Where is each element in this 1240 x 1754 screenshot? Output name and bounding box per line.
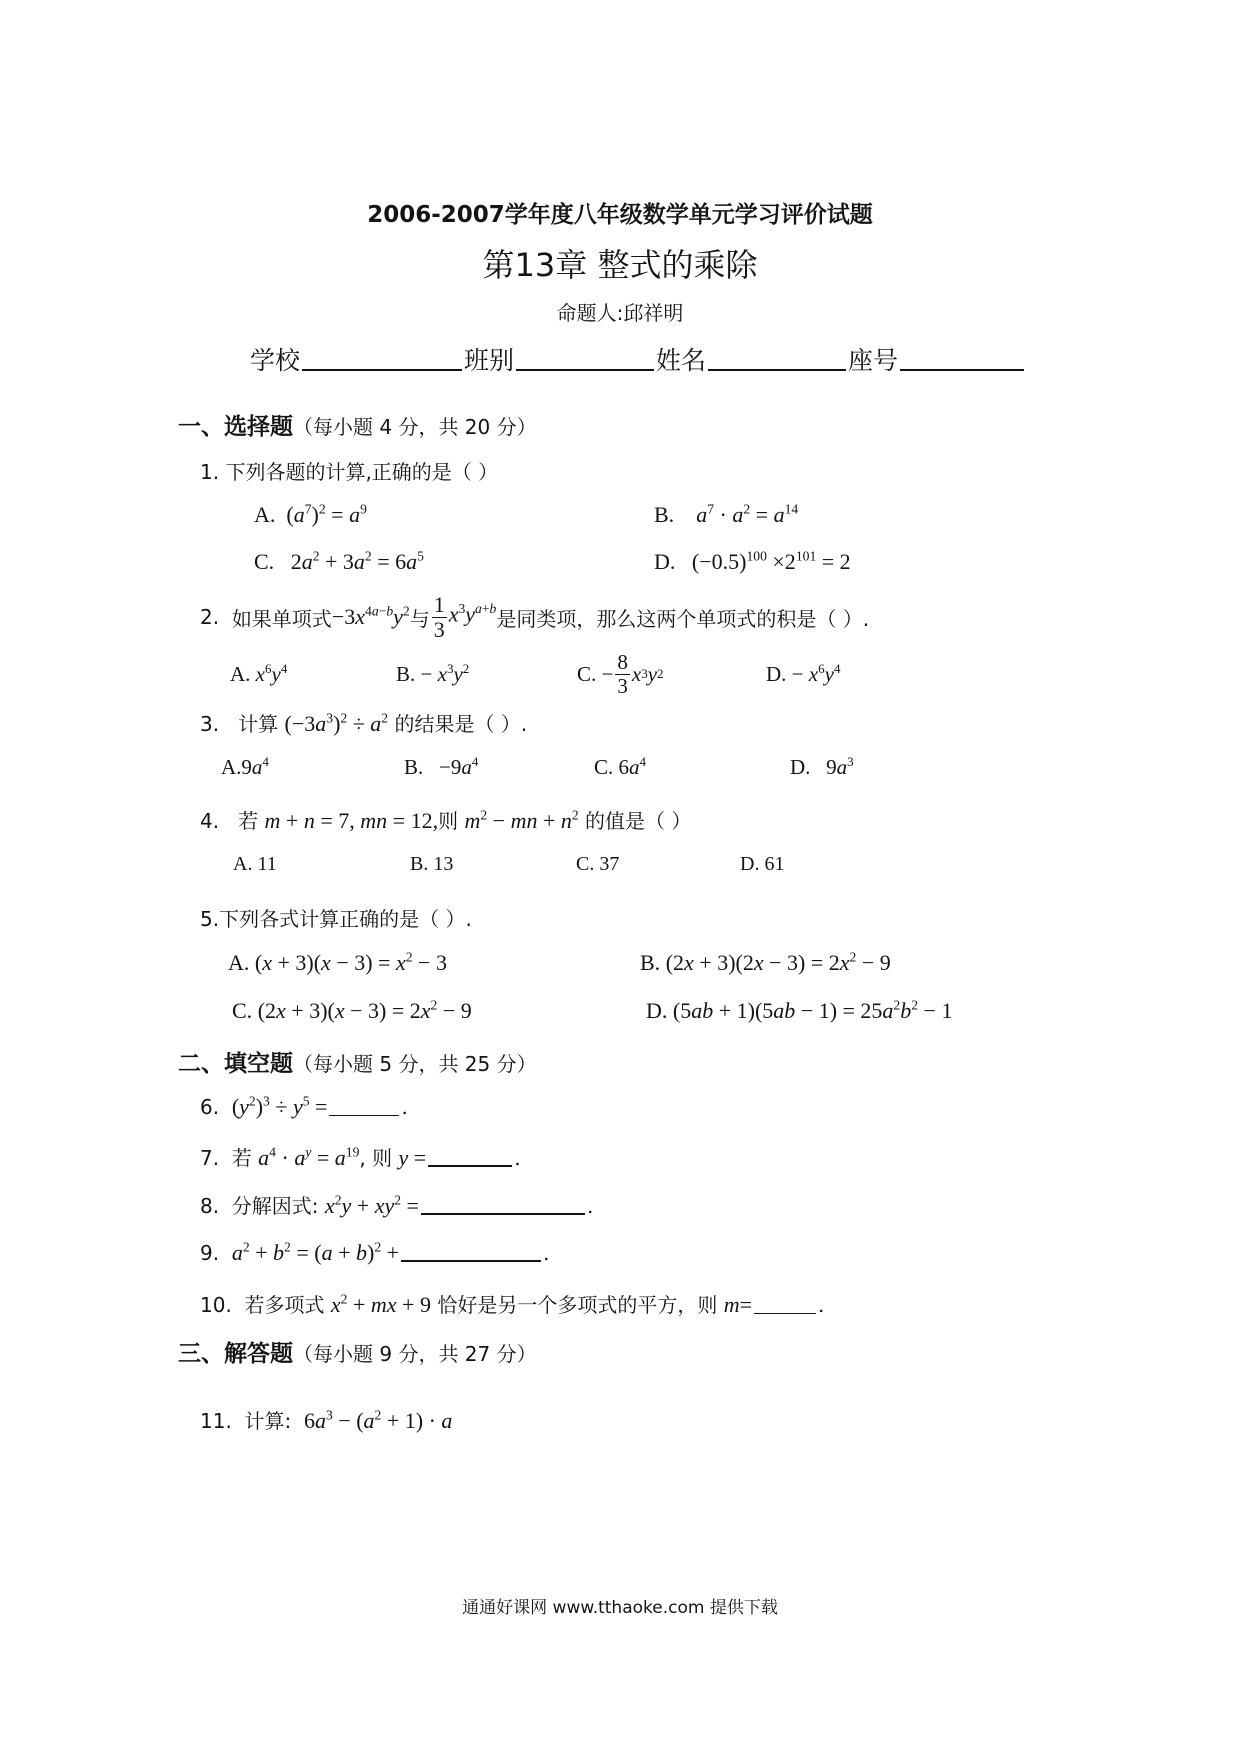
q9: 9. $a^2 + b^2 = (a + b)^2$ + . (200, 1239, 550, 1265)
q10-polynomial: $x^2$ + mx + 9 (330, 1291, 431, 1317)
q3-option-d: D. $9a^3$ (790, 753, 854, 779)
section-1-note: （每小题 4 分，共 20 分） (293, 415, 537, 439)
q2-d-label: D. (766, 662, 787, 686)
q9-blank (401, 1259, 541, 1262)
field-class-label: 班别 (464, 346, 515, 375)
q4-condition: m + n = 7, mn = 12, (264, 808, 439, 833)
q5-option-b: B. $(2x + 3)(2x - 3) = 2x^2 - 9$ (640, 949, 891, 975)
q4-text-3: 的值是（ ） (585, 809, 692, 833)
q1-option-c: C. $2a^2 + 3a^2 = 6a^5$ (254, 548, 424, 574)
q3-b-label: B. (404, 755, 424, 779)
q6: 6. $(y^2)^3 \div y^5$ = . (200, 1093, 408, 1119)
q2-monomial-2: $\frac{1}{3}$ $x^3y^{a+b}$ (433, 592, 497, 642)
q11-number: 11. (200, 1409, 232, 1433)
q4-number: 4. (200, 809, 220, 833)
q2-option-c: C. − $\frac{8}{3}$ x 3 y 2 (577, 650, 664, 698)
q3-stem (200, 708, 527, 737)
q7-variable: y = (398, 1145, 427, 1170)
author: 命题人:邱祥明 (556, 301, 684, 325)
q3-number: 3. (200, 712, 220, 736)
q7-number: 7. (200, 1146, 220, 1170)
q4-option-d: D. 61 (740, 853, 785, 875)
info-fields (250, 341, 1026, 377)
chapter-title: 第13章 整式的乘除 (482, 246, 758, 284)
q5-option-c: C. $(2x + 3)(x - 3) = 2x^2 - 9$ (232, 997, 472, 1023)
q10-text-1: 若多项式 (244, 1293, 325, 1317)
q5-stem: 5.下列各式计算正确的是（ ）. (200, 907, 472, 931)
q5-option-d: D. $(5ab + 1)(5ab - 1) = 25a^2b^2 - 1$ (646, 997, 953, 1023)
q1-option-a: A. $(a^7)^2 = a^9$ (254, 501, 367, 527)
q1-stem: 1. 下列各题的计算,正确的是（ ） (200, 460, 499, 484)
name-blank (708, 368, 846, 371)
q4-expression: $m^2$ − mn + $n^2$ (464, 807, 579, 833)
q2-number: 2. (200, 605, 220, 629)
q10-text-2: 恰好是另一个多项式的平方，则 (437, 1293, 718, 1317)
q1-a-label: A. (254, 502, 276, 527)
q10-variable: m= (723, 1292, 752, 1317)
q7-blank (428, 1164, 512, 1167)
q2-a-label: A. (230, 662, 251, 686)
q4-stem (200, 805, 691, 834)
section-2-title: 二、填空题 (178, 1051, 293, 1077)
q10-number: 10. (200, 1293, 232, 1317)
q2-monomial-1: $-3x^{4a-b}y^2$ (331, 603, 410, 629)
q6-number: 6. (200, 1095, 220, 1119)
q10: 10. 若多项式 $x^2$ + mx + 9 恰好是另一个多项式的平方，则 m= . (200, 1291, 825, 1317)
section-3-heading (178, 1335, 537, 1368)
q2-b-label: B. (396, 662, 416, 686)
q11-text-1: 计算: (244, 1409, 292, 1433)
q3-option-a: $A.9a^4$ (221, 753, 269, 779)
field-seat-label: 座号 (848, 346, 899, 375)
q8-text-1: 分解因式: (231, 1194, 319, 1218)
q8-blank (421, 1212, 585, 1215)
section-2-heading (178, 1045, 537, 1078)
q2-option-a: A. $x^6y^4$ (230, 660, 288, 686)
q4-text-2: 则 (438, 809, 459, 833)
q5-c-label: C. (232, 998, 253, 1023)
exam-title: 2006-2007学年度八年级数学单元学习评价试题 (367, 202, 873, 228)
section-3-title: 三、解答题 (178, 1341, 293, 1367)
q2-text-2: 与 (409, 606, 430, 631)
section-3-note: （每小题 9 分，共 27 分） (293, 1342, 537, 1366)
q3-expression: $(-3a^3)^2 \div a^2$ (284, 710, 389, 736)
school-blank (302, 368, 462, 371)
footer: 通通好课网 www.tthaoke.com 提供下载 (462, 1598, 778, 1618)
q11-expression: $6a^3 - (a^2 + 1) \cdot a$ (304, 1407, 453, 1433)
q2-stem (200, 585, 869, 649)
section-2-note: （每小题 5 分，共 25 分） (293, 1052, 537, 1076)
q10-blank (754, 1312, 816, 1314)
q7-text-1: 若 (231, 1146, 252, 1170)
q9-expression: $a^2 + b^2 = (a + b)^2$ + (231, 1239, 400, 1265)
q4-option-b: B. 13 (410, 853, 454, 875)
q8: 8. 分解因式: $x^2y + xy^2$ = . (200, 1192, 594, 1218)
q4-option-a: A. 11 (233, 853, 277, 875)
q3-c-label: C. (594, 755, 614, 779)
field-school-label: 学校 (250, 346, 301, 375)
q9-number: 9. (200, 1241, 220, 1265)
q4-text-1: 若 (238, 809, 259, 833)
q11 (200, 1405, 452, 1434)
seat-blank (900, 368, 1024, 371)
q2-c-label: C. (577, 661, 597, 686)
q1-option-d: D. $(-0.5)^{100} \times 2^{101} = 2$ (654, 548, 851, 574)
q3-d-label: D. (790, 755, 811, 779)
q5-a-label: A. (228, 950, 250, 975)
q7-text-2: , 则 (359, 1146, 393, 1170)
q1-c-label: C. (254, 549, 275, 574)
q3-a-label: A. (221, 755, 242, 779)
q2-option-d: D. − $x^6y^4$ (766, 660, 841, 686)
q3-text-2: 的结果是（ ）. (394, 712, 528, 736)
q2-text-1: 如果单项式 (231, 606, 332, 631)
q1-d-label: D. (654, 549, 676, 574)
q7: 7. 若 $a^4 \cdot a^y = a^{19}$, 则 y = . (200, 1144, 521, 1170)
section-1-title: 一、选择题 (178, 414, 293, 440)
q3-option-b: B. $-9a^4$ (404, 753, 479, 779)
q2-text-3: 是同类项，那么这两个单项式的积是（ ）. (496, 606, 870, 631)
q5-option-a: A. $(x + 3)(x - 3) = x^2 - 3$ (228, 949, 447, 975)
q8-expression: $x^2y + xy^2$ = (324, 1192, 419, 1218)
q3-text-1: 计算 (238, 712, 279, 736)
class-blank (516, 368, 654, 371)
q1-b-label: B. (654, 502, 675, 527)
q8-number: 8. (200, 1194, 220, 1218)
q1-option-b: B. $a^7 \cdot a^2 = a^{14}$ (654, 501, 799, 527)
q2-option-b: B. − $x^3y^2$ (396, 660, 470, 686)
q5-d-label: D. (646, 998, 668, 1023)
q3-option-c: C. $6a^4$ (594, 753, 647, 779)
q5-b-label: B. (640, 950, 661, 975)
section-1-heading (178, 408, 537, 441)
field-name-label: 姓名 (656, 346, 707, 375)
q6-expression: $(y^2)^3 \div y^5$ = (231, 1093, 328, 1119)
q4-option-c: C. 37 (576, 853, 620, 875)
q6-blank (329, 1114, 399, 1116)
q7-expression: $a^4 \cdot a^y = a^{19}$ (258, 1144, 360, 1170)
